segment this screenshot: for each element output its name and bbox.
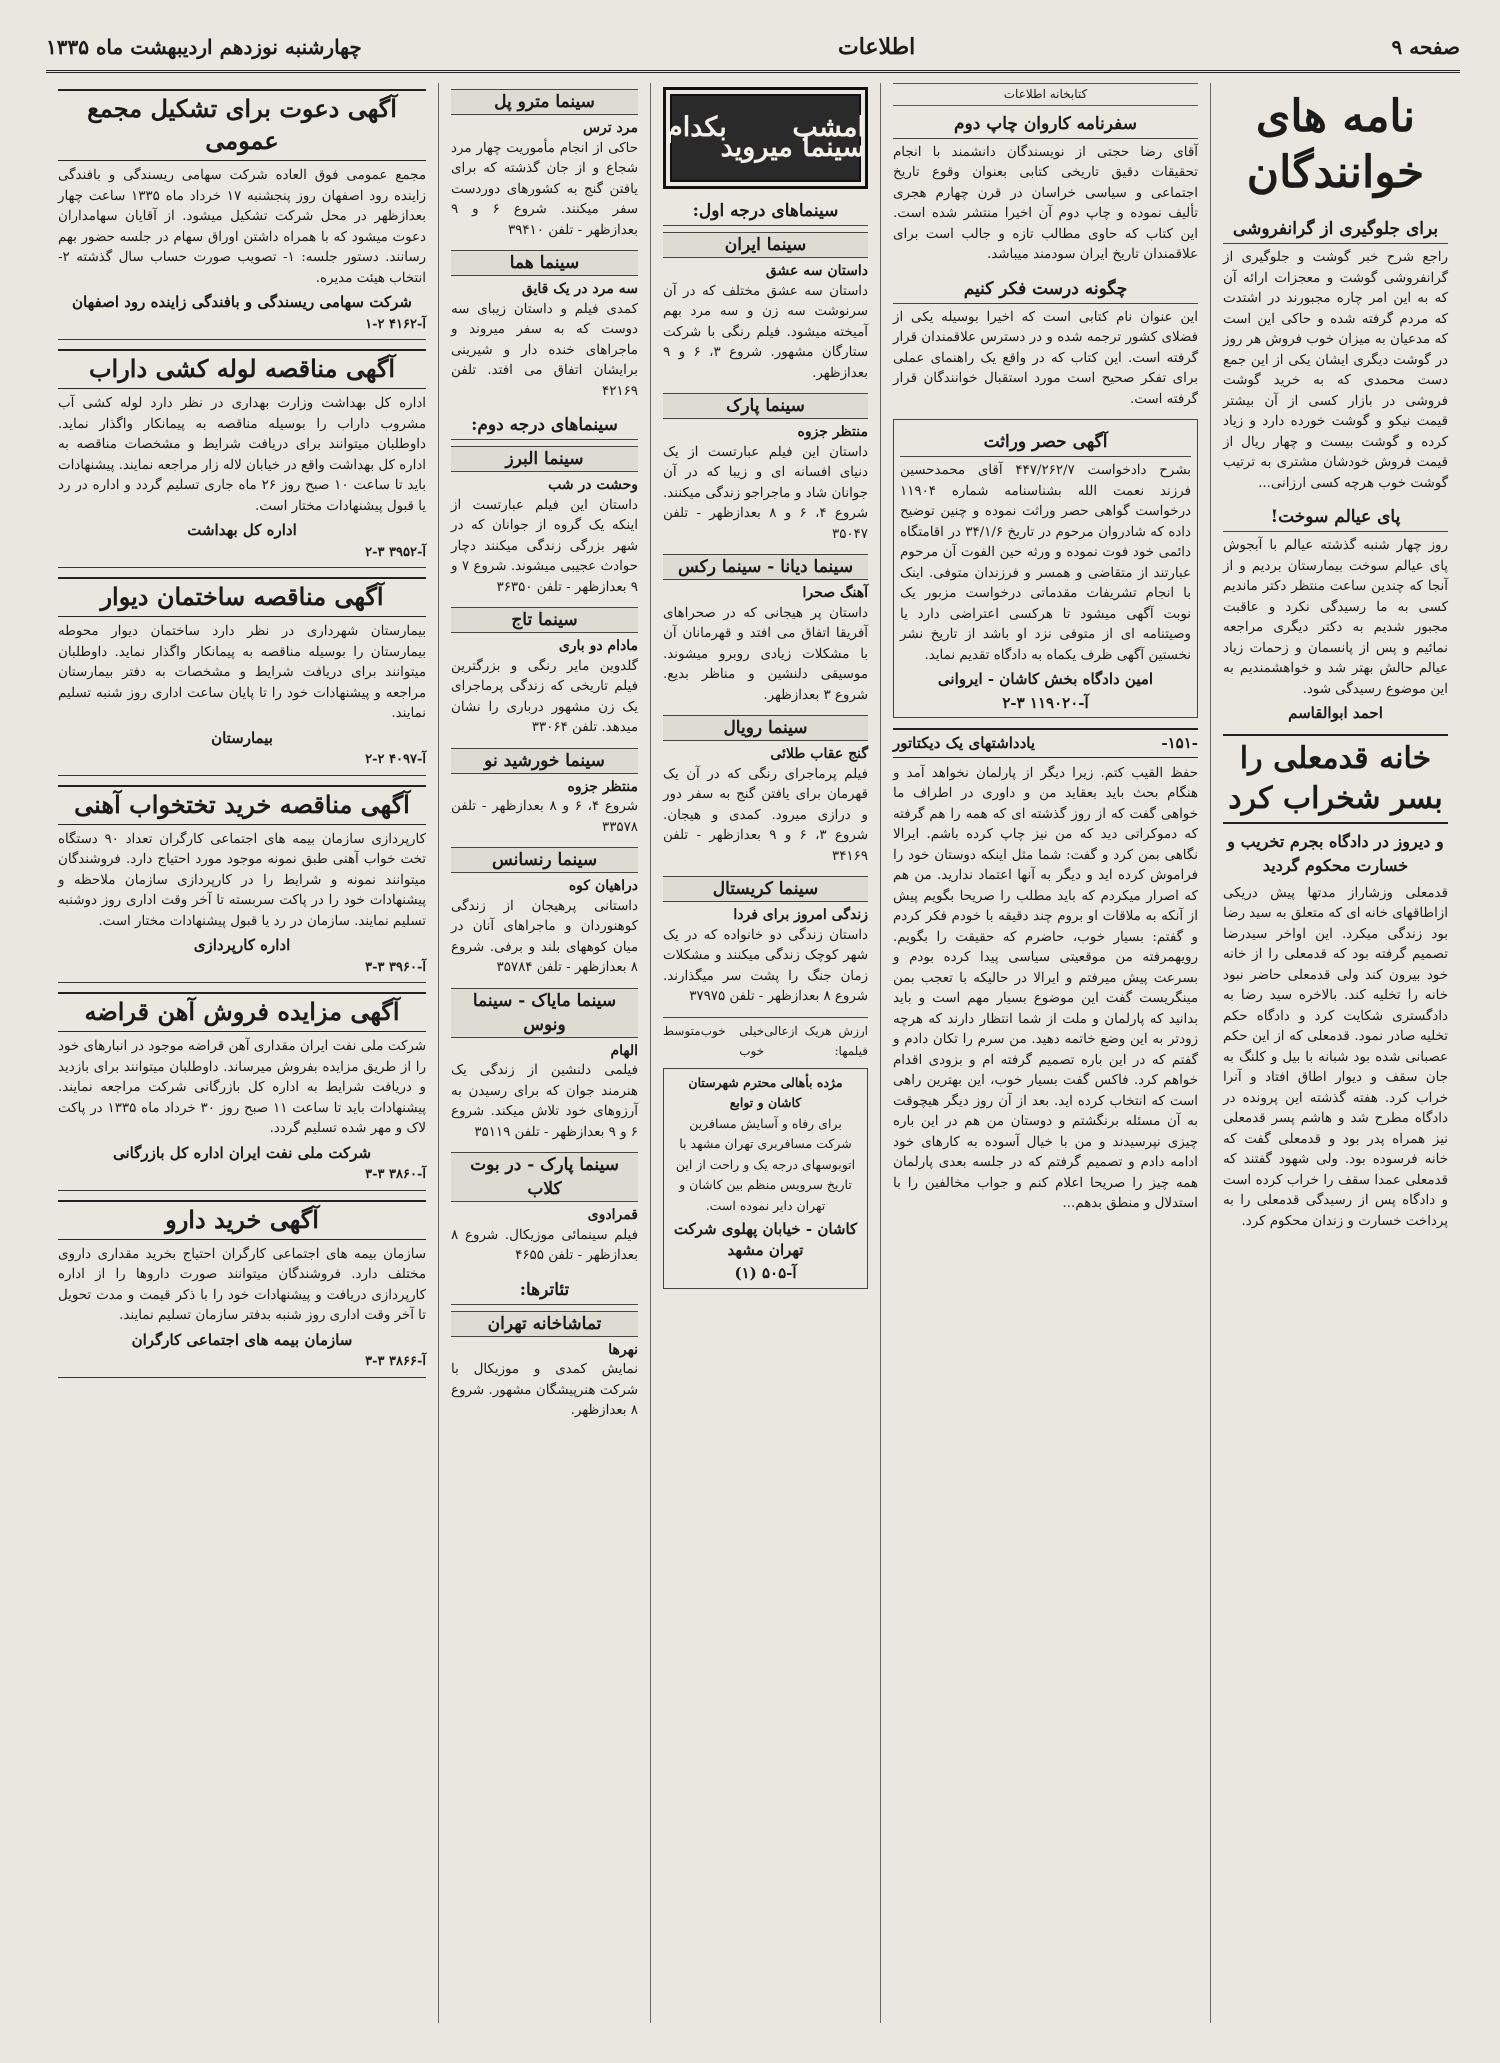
letter-2-body: روز چهار شنبه گذشته عیالم با آبجوش پای عیالم سوخت بیمارستان بردیم و از آنجا که چندین ساعت منتظر دکتر ماندیم کسی به ما رسیدگی نکرد و عاقبت مجبور شدیم به دکتر دیگری مراجعه نمائیم و پس از پانسمان و زحمات زیاد عیالم حالش بهتر شد و خواهشمندیم به این موضوع رسیدگی شود. xyxy=(1223,538,1448,697)
house-story-title: خانه قدمعلی را بسر شخراب کرد xyxy=(1223,734,1448,824)
column-letters xyxy=(1210,83,1460,2023)
ad-code-text: آ-۳۹۵۲ ۳-۲ xyxy=(365,544,426,560)
ad-body: سازمان بیمه های اجتماعی کارگران احتیاج بخرید مقداری داروی مختلف دارد. فروشندگان میتوانند صورت داروها را از اداره کارپردازی دریافت و پیشنهادات خود را با ذکر قیمت و مدت تحویل تا آخر وقت اداری روز شنبه بدفتر سازمان تسلیم نمایند. xyxy=(58,1246,426,1323)
cinema-entry xyxy=(663,232,868,384)
serial-number: -۱۵۱- xyxy=(1161,734,1198,752)
bus-ad-body: برای رفاه و آسایش مسافرین شرکت مسافربری تهران مشهد با اتوبوسهای درجه یک و راحت از این تاریخ سرویس منظم بین کاشان و تهران دایر نموده است. xyxy=(675,1115,856,1213)
ad-signature: شرکت سهامی ریسندگی و بافندگی زاینده رود اصفهان xyxy=(72,293,412,311)
ad-body: کارپردازی سازمان بیمه های اجتماعی کارگران تعداد ۹۰ دستگاه تخت خواب آهنی طبق نمونه موجود مورد احتیاج دارد. فروشندگان میتوانند نمونه و شرایط را در کارپردازی سازمان ملاحظه و پیشنهادات خود را در پاکت سربسته تا آخر وقت اداری روز دوشنبه تسلیم نمایند. سازمان در رد یا قبول پیشنهادات مختار است. xyxy=(58,831,426,929)
ad-title: آگهی مناقصه خرید تختخواب آهنی xyxy=(58,785,426,825)
ad-code xyxy=(58,748,426,776)
cinema-name: سینما رویال xyxy=(663,715,868,741)
film-description: نمایش کمدی و موزیکال با شرکت هنرپیشگان مشهور. شروع ۸ بعدازظهر. xyxy=(451,1362,638,1418)
cinema-name: سینما مایاک - سینما ونوس xyxy=(451,988,638,1038)
film-title: سه مرد در یک قایق xyxy=(521,281,638,297)
ad-code-text: آ-۴۱۶۲ ۲-۱ xyxy=(365,316,426,332)
book-2 xyxy=(893,275,1198,411)
ad-block xyxy=(58,89,426,340)
cinema-name: سینما خورشید نو xyxy=(451,748,638,774)
film-title: مرد ترس xyxy=(582,120,638,136)
paper-name: اطلاعات xyxy=(838,34,916,60)
book-1 xyxy=(893,110,1198,266)
film-title: آهنگ صحرا xyxy=(802,585,868,601)
inheritance-notice xyxy=(893,419,1198,718)
bus-ad-title: مژده بأهالی محترم شهرستان کاشان و توابع xyxy=(688,1074,843,1110)
rating-level: عالی xyxy=(764,1023,789,1038)
ad-code-text: آ-۳۸۶۶ ۳-۳ xyxy=(365,1354,426,1369)
ad-code xyxy=(58,956,426,984)
inheritance-notice-code: آ-۱۱۹۰۲۰ ۳-۲ xyxy=(1002,693,1089,712)
ad-signature: اداره کارپردازی xyxy=(193,936,291,954)
cinema-name: سینما کریستال xyxy=(663,876,868,902)
ad-signature: سازمان بیمه های اجتماعی کارگران xyxy=(131,1330,353,1349)
book-2-title: چگونه درست فکر کنیم xyxy=(893,275,1198,304)
inheritance-notice-body: بشرح دادخواست ۴۴۷/۲۶۲/۷ آقای محمدحسین فرزند نعمت الله بشناسنامه شماره ۱۱۹۰۴ درخواست گواهی حصر وراثت نموده و چنین توضیح داده که شادروان مرحوم در تاریخ ۳۴/۱/۶ در اقامتگاه دائمی خود فوت نموده و ورثه حین الفوت آن مرحوم عبارتند از متقاضی و همسر و فرزندان متوفی. اینک با انجام تشریفات مقدماتی درخواست مزبور یک نوبت آگهی میشود تا هرکسی اعتراضی دارد یا وصیتنامه ای از متوفی نزد او باشد از تاریخ نشر نخستین آگهی ظرف یکماه به دادگاه تقدیم نماید. xyxy=(900,463,1191,663)
cinema-entry xyxy=(451,607,638,739)
rating-label: ارزش هریک از فیلمها: xyxy=(788,1023,868,1058)
film-description: داستان این فیلم عبارتست از یک دنیای افسانه ای و زیبا که در آن جوانان شاد و ماجراجو زندگی میکنند. شروع ۴، ۶ و ۸ بعدازظهر - تلفن ۳۵۰۴۷ xyxy=(663,444,868,542)
ad-signature: بیمارستان xyxy=(211,728,273,747)
serial-header xyxy=(893,728,1198,758)
cinema-entry xyxy=(451,89,638,241)
second-class-label: سینماهای درجه دوم: xyxy=(451,411,638,440)
cinema-name: سینما مترو پل xyxy=(451,89,638,115)
book-2-body: این عنوان نام کتابی است که اخیرا بوسیله یکی از فضلای کشور ترجمه شده و در دسترس علاقمندان قرار گرفته است. این کتاب که در واقع یک راهنمای عملی برای تفکر صحیح است مورد استقبال خوانندگان قرار گرفته است. xyxy=(893,309,1198,407)
house-story-subtitle: و دیروز در دادگاه بجرم تخریب و خسارت محکوم گردید xyxy=(1227,831,1444,875)
cinema-entry xyxy=(451,1311,638,1422)
letter-1-body: راجع شرح خبر گوشت و جلوگیری از گرانفروشی گوشت و معجزات ارائه آن که به این امر چاره مجبورند در اشتدت که مردم گرفته شده و حاکی این است که مدعیان به میزان خوب فروش هر روز در گوشت دیگری ایشان یکی از این جمع دست محمدی که به خرید گوشت فروشی در بازار کسی از آن بیشتر قیمت نیکو و گوشت خورده دارد و زیاد کرده و گوشت بیست و چهار ریال از قیمت فروش خودشان مشتری به ترتیب گوشت خوب هرچه کسی ارزانی... xyxy=(1223,250,1448,491)
serial-body: حفظ القیب کتم. زیرا دیگر از پارلمان نخواهد آمد و هنگام بحث باید بعقاید من و داوری در اطراف ما خواهی گفت که از روز گذشته ای که همه را هم گرفته که دموکراتی دید که من نیز چاپ کرده باشم. ایرالا نگاهی بمن کرد و گفت: شما مثل اینکه دوستان خود را فراموش کرده اید و دیگر به آنها اعتماد ندارید. من هم که اصرار میکردم که باید مطلب را صریحا بگویم پیش از آنکه به ملاقات او بروم چند دقیقه با خودم فکر کردم و گفتم: بسیار خوب، حاضرم که حقیقت را بگویم. رویهمرفته من موقعیتی سیاسی پیدا کرده بودم و بسرعت پیش میرفتم و ایرالا در حالیکه با تعجب بمن مینگریست گفت این موضوع بسیار مهم است و باید بدانید که پارلمان و ملت از شما انتظار دارند که هرچه زودتر به این وضع خاتمه دهید. من سرم را تکان دادم و گفتم که در این باره تصمیم گرفته ام و بزودی اقدام خواهم کرد. فاکس گفت بسیار خوب، این بهترین راهی است که انتخاب کرده اید. بعد از آن روز دیگر هیچوقت به آن مسئله برنگشتم و دوستان من هم در این باره چیزی نپرسیدند و من با خیال آسوده به کارهای خود ادامه دادم و تصمیم گرفتم که در جلسه بعدی پارلمان همه چیز را صریحا اعلام کنم و جواب مخالفین را با استدلال و منطق بدهم... xyxy=(893,765,1198,1211)
ad-block xyxy=(58,1200,426,1378)
rating-level: خیلی خوب xyxy=(739,1023,765,1058)
cinema-list-1 xyxy=(663,232,868,1008)
letter-1-title: برای جلوگیری از گرانفروشی xyxy=(1223,215,1448,244)
film-description: حاکی از انجام مأموریت چهار مرد شجاع و از جان گذشته که برای یافتن گنج به کشورهای دوردست سفر میکنند. شروع ۶ و ۹ بعدازظهر - تلفن ۳۹۴۱۰ xyxy=(451,140,638,238)
first-class-label: سینماهای درجه اول: xyxy=(663,197,868,226)
ad-code xyxy=(58,1350,426,1378)
column-cinemas-2 xyxy=(438,83,650,2023)
bus-ad-code: آ-۵۰۵ (۱) xyxy=(734,1264,797,1282)
column-library xyxy=(880,83,1210,2023)
cinema-name: سینما ایران xyxy=(663,232,868,258)
cinema-name: سینما پارک xyxy=(663,393,868,419)
cinema-entry xyxy=(451,847,638,979)
letter-2-signature: احمد ابوالقاسم xyxy=(1288,704,1383,722)
letter-2-title: پای عیالم سوخت! xyxy=(1223,503,1448,532)
film-title: الهام xyxy=(610,1042,638,1059)
ad-title: آگهی مناقصه ساختمان دیوار xyxy=(58,577,426,617)
cinema-name: سینما رنسانس xyxy=(451,847,638,873)
cinema-entry xyxy=(451,250,638,402)
ad-block xyxy=(58,349,426,568)
film-title: قمرادوی xyxy=(587,1207,638,1223)
cinema-entry xyxy=(663,715,868,867)
cinema-name: سینما پارک - در بوت کلاب xyxy=(451,1152,638,1202)
ad-title: آگهی مناقصه لوله کشی داراب xyxy=(58,349,426,389)
cinema-banner: امشب بکدام سینما میروید xyxy=(663,87,868,189)
film-description: داستان پر هیجانی که در صحراهای آفریقا اتفاق می افتد و قهرمانان آن با مشکلات زیادی روبرو میشوند. موسیقی دلنشین و مناظر بدیع. شروع ۳ بعدازظهر. xyxy=(663,605,868,703)
film-title: گنج عقاب طلائی xyxy=(770,746,868,762)
inheritance-notice-signature: امین دادگاه بخش کاشان - ایروانی xyxy=(937,670,1154,688)
letter-1 xyxy=(1223,215,1448,494)
film-description: داستانی پرهیجان از زندگی کوهنوردان و ماجراهای آنان در میان کوههای بلند و برفی. شروع ۸ بعدازظهر - تلفن ۳۵۷۸۴ xyxy=(451,898,638,975)
cinema-entry xyxy=(451,988,638,1144)
film-title: مادام دو باری xyxy=(558,638,638,654)
letters-title: نامه های خوانندگان xyxy=(1246,91,1425,198)
ad-title: آگهی دعوت برای تشکیل مجمع عمومی xyxy=(58,89,426,161)
ad-code-text: آ-۳۸۶۰ ۳-۳ xyxy=(365,1167,426,1182)
ad-body: مجمع عمومی فوق العاده شرکت سهامی ریسندگی و بافندگی زاینده رود اصفهان روز پنجشنبه ۱۷ خرداد ماه ۱۳۳۵ ساعت چهار بعدازظهر در محل شرکت تشکیل میشود. از آقایان سهامداران دعوت میشود که با همراه داشتن اوراق سهام در جلسه حضور بهم رسانند. دستور جلسه: ۱- تصویب صورت حساب سال گذشته ۲- انتخاب هیئت مدیره. xyxy=(58,168,427,286)
film-description: شروع ۴، ۶ و ۸ بعدازظهر - تلفن ۳۳۵۷۸ xyxy=(451,799,638,835)
ad-body: شرکت ملی نفت ایران مقداری آهن قراضه موجود در انبارهای خود را از طریق مزایده بفروش میرساند. داوطلبان میتوانند برای بازدید و دریافت شرایط به اداره کل بازرگانی شرکت مراجعه نمایند. پیشنهادات باید تا ساعت ۱۱ صبح روز ۳۰ خرداد ماه ۱۳۳۵ در پاکت لاک و مهر شده تسلیم گردد. xyxy=(58,1039,426,1136)
issue-date: چهارشنبه نوزدهم اردیبهشت ماه ۱۳۳۵ xyxy=(46,35,362,59)
rating-level: خوب xyxy=(700,1023,726,1038)
ad-signature: شرکت ملی نفت ایران اداره کل بازرگانی xyxy=(112,1143,372,1162)
library-label: کتابخانه اطلاعات xyxy=(893,83,1198,106)
cinema-name: سینما تاج xyxy=(451,607,638,633)
ad-code xyxy=(58,313,426,341)
film-description: فیلم پرماجرای رنگی که در آن یک قهرمان برای یافتن گنج به سفر دور و درازی میرود. کمدی و هیجان. شروع ۳، ۶ و ۹ بعدازظهر - تلفن ۳۴۱۶۹ xyxy=(663,766,868,864)
ad-block xyxy=(58,577,426,776)
cinema-name: سینما البرز xyxy=(451,446,638,472)
bus-ad-address: کاشان - خیابان پهلوی شرکت تهران مشهد xyxy=(673,1220,858,1259)
ad-block xyxy=(58,785,426,984)
cinema-entry xyxy=(663,554,868,706)
ad-title: آگهی مزایده فروش آهن قراضه xyxy=(58,992,426,1032)
column-cinemas-1 xyxy=(650,83,880,2023)
ad-code xyxy=(58,1163,426,1191)
film-title: وحشت در شب xyxy=(548,477,638,493)
book-1-body: آقای رضا حجتی از نویسندگان دانشمند با انجام تحقیقات دقیق تاریخی کتابی بعنوان وقوع تاریخ اجتماعی و سیاسی خراسان در قرن چهارم هجری تألیف نموده و چاپ دوم آن اخیرا منتشر شده است. این کتاب که حاوی مطالب تازه و جالب است برای علاقمندان تاریخ ایران سودمند میباشد. xyxy=(893,144,1198,262)
inheritance-notice-title: آگهی حصر وراثت xyxy=(900,428,1191,457)
letter-2 xyxy=(1223,503,1448,724)
bus-service-ad xyxy=(663,1068,868,1289)
ad-code-text: آ-۴۰۹۷ ۲-۲ xyxy=(365,752,426,767)
book-1-title: سفرنامه کاروان چاپ دوم xyxy=(893,110,1198,139)
theaters-label: تئاترها: xyxy=(451,1276,638,1305)
cinema-name: سینما هما xyxy=(451,250,638,276)
columns xyxy=(46,83,1460,2023)
cinema-entry xyxy=(451,1152,638,1267)
rating-level: متوسط xyxy=(663,1023,701,1038)
film-description: داستان زندگی دو خانواده که در یک شهر کوچک زندگی میکنند و مشکلات زمان جنگ را پشت سر میگذارند. شروع ۸ بعدازظهر - تلفن ۳۷۹۷۵ xyxy=(663,927,868,1004)
ad-body: اداره کل بهداشت وزارت بهداری در نظر دارد لوله کشی آب مشروب داراب را بوسیله مناقصه به پیمانکار واگذار نماید. داوطلبان میتوانند برای دریافت شرایط و مشخصات مناقصه به اداره کل بهداشت واقع در خیابان لاله زار مراجعه نمایند. پیشنهادات باید تا ساعت ۱۰ صبح روز ۲۶ ماه جاری تسلیم گردد و اداره در رد یا قبول پیشنهادات مختار است. xyxy=(58,396,426,514)
film-title: داستان سه عشق xyxy=(765,263,868,279)
cinema-entry xyxy=(663,876,868,1008)
film-description: داستان سه عشق مختلف که در آن سرنوشت سه زن و سه مرد بهم آمیخته میشود. فیلم رنگی با شرکت ستارگان مشهور. شروع ۳، ۶ و ۹ بعدازظهر. xyxy=(663,283,868,381)
cinema-name: سینما دیانا - سینما رکس xyxy=(663,554,868,580)
cinema-entry xyxy=(451,446,638,598)
film-description: فیلم سینمائی موزیکال. شروع ۸ بعدازظهر - تلفن ۴۶۵۵ xyxy=(451,1227,638,1263)
film-title: منتظر جزوه xyxy=(797,424,868,440)
page-number: صفحه ۹ xyxy=(1391,35,1460,59)
cinema-entry xyxy=(663,393,868,545)
film-description: کمدی فیلم و داستان زیبای سه دوست که به سفر میروند و ماجراهای خنده دار و شیرینی برایشان اتفاق می افتد. تلفن ۴۲۱۶۹ xyxy=(451,301,638,399)
cinema-name: تماشاخانه تهران xyxy=(451,1311,638,1337)
film-title: دراهیان کوه xyxy=(568,878,638,894)
masthead xyxy=(46,30,1460,73)
cinema-entry xyxy=(451,748,638,839)
film-description: فیلمی دلنشین از زندگی یک هنرمند جوان که برای رسیدن به آرزوهای خود تلاش میکند. شروع ۶ و ۹ بعدازظهر - تلفن ۳۵۱۱۹ xyxy=(451,1063,638,1140)
ad-code-text: آ-۳۹۶۰ ۳-۳ xyxy=(365,959,426,975)
ad-code xyxy=(58,541,426,569)
film-description: گلدوین مایر رنگی و بزرگترین فیلم تاریخی که زندگی پرماجرای یک زن مشهور درباری را نشان میدهد. تلفن ۳۳۰۶۴ xyxy=(451,658,638,735)
ad-block xyxy=(58,992,426,1191)
rating-legend xyxy=(663,1017,868,1062)
ad-signature: اداره کل بهداشت xyxy=(187,521,297,539)
ad-title: آگهی خرید دارو xyxy=(58,1200,426,1240)
house-story-body: قدمعلی وزشاراز مدتها پیش دریکی ازاطاقهای خانه ای که متعلق به سید رضا بود زندگی میکرد. این اواخر سیدرضا تصمیم گرفته بود که قدمعلی را از خانه خود بیرون کند ولی قدمعلی حاضر نبود خانه را تخلیه کند. بالاخره سید رضا به دادگستری شکایت کرد و دادگاه حکم تخلیه صادر نمود. قدمعلی که از این حکم عصبانی شده بود شبانه با بیل و کلنگ به جان سقف و دیوار اطاق افتاد و آنرا خراب کرد. هفته گذشته این پرونده در دادگاه مطرح شد و هاشم پسر قدمعلی نیز همراه پدر بود و قدمعلی گفت که خانه فرسوده بود. ولی شهود گفتند که قدمعلی عمدا سقف را خراب کرده است و دادگاه پس از رسیدگی قدمعلی را به پرداخت خسارت و زندان محکوم کرد. xyxy=(1223,885,1448,1229)
serial-title: یادداشتهای یک دیکتاتور xyxy=(893,734,1036,752)
column-ads xyxy=(46,83,438,2023)
film-title: نهرها xyxy=(608,1341,638,1358)
film-title: زندگی امروز برای فردا xyxy=(733,907,868,923)
film-description: داستان این فیلم عبارتست از اینکه یک گروه از جوانان که در شهر بزرگی زندگی میکنند دچار حوادث عجیبی میشوند. شروع ۷ و ۹ بعدازظهر - تلفن ۳۶۳۵۰ xyxy=(451,497,638,595)
ad-body: بیمارستان شهرداری در نظر دارد ساختمان دیوار محوطه بیمارستان را بوسیله مناقصه به پیمانکار واگذار نماید. داوطلبان میتوانند برای دریافت شرایط و مشخصات به دفتر بیمارستان مراجعه و پیشنهادات خود را تا پایان ساعت اداری روز شنبه تسلیم نمایند. xyxy=(58,624,426,721)
film-title: منتظر جزوه xyxy=(567,778,638,795)
